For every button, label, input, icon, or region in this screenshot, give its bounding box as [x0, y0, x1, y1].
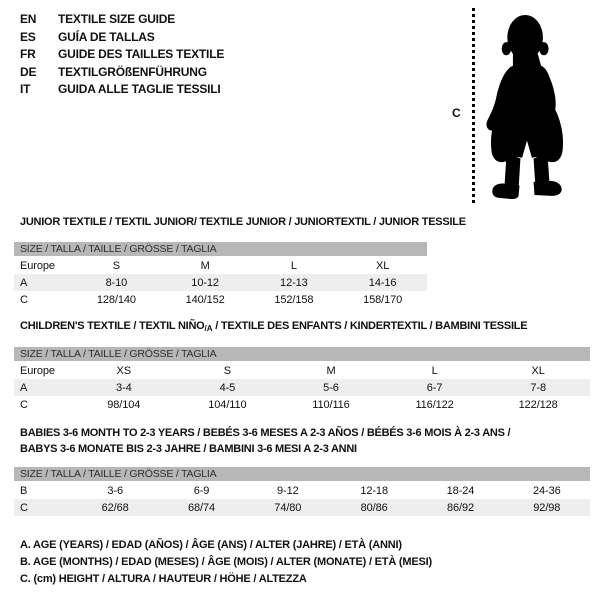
row-label: C: [20, 293, 28, 306]
language-row-it: [20, 82, 224, 100]
size-value-cell: L: [290, 259, 297, 272]
row-label: C: [20, 501, 28, 514]
size-value-cell: 62/68: [101, 501, 129, 514]
row-label: Europe: [20, 259, 55, 272]
language-row-de: [20, 65, 224, 83]
size-value-cell: 110/116: [312, 398, 350, 411]
size-table-body: [14, 257, 427, 308]
size-table-row-europe: [14, 362, 590, 379]
size-value-cell: 7-8: [530, 381, 546, 394]
babies-size-table: [14, 467, 590, 516]
size-header-bar: SIZE / TALLA / TAILLE / GRÖSSE / TAGLIA: [14, 347, 590, 361]
language-row-en: [20, 12, 224, 30]
language-code: EN: [20, 12, 37, 26]
row-label: A: [20, 276, 28, 289]
row-label: A: [20, 381, 28, 394]
footnote-age-months: B. AGE (MONTHS) / EDAD (MESES) / ÂGE (MOIS) / ALTER (MONATE) / ETÀ (MESI): [20, 556, 432, 568]
size-value-cell: 14-16: [368, 276, 397, 289]
guide-title-text: GUIDA ALLE TAGLIE TESSILI: [58, 82, 221, 96]
height-measure-label: C: [452, 106, 461, 120]
size-value-cell: 12-13: [280, 276, 308, 289]
section-babies-textile: [14, 425, 590, 516]
size-value-cell: 74/80: [274, 501, 302, 514]
size-value-cell: 86/92: [446, 501, 474, 514]
baby-silhouette-icon: [482, 4, 572, 204]
size-value-cell: XL: [531, 364, 545, 377]
size-value-cell: XL: [375, 259, 390, 272]
size-value-cell: 92/98: [533, 501, 561, 514]
language-row-es: [20, 30, 224, 48]
row-label: Europe: [20, 364, 55, 377]
size-table-row-a: [14, 379, 590, 396]
size-value-cell: 158/170: [363, 293, 403, 306]
size-value-cell: 6-9: [193, 484, 210, 497]
height-measure-dotted-line: [472, 8, 475, 206]
size-value-cell: L: [431, 364, 438, 377]
guide-title-text: GUÍA DE TALLAS: [58, 29, 155, 44]
size-value-cell: 5-6: [323, 381, 339, 394]
baby-ear: [539, 42, 548, 55]
size-value-cell: 9-12: [277, 484, 299, 497]
guide-title-text: TEXTILE SIZE GUIDE: [58, 12, 176, 26]
section-title-line-2: BABYS 3-6 MONATE BIS 2-3 JAHRE / BAMBINI 3-6 MESI A 2-3 ANNI: [20, 443, 357, 455]
size-value-cell: 8-10: [105, 276, 128, 289]
footnote-height-cm: C. (cm) HEIGHT / ALTURA / HAUTEUR / HÖHE / ALTEZZA: [20, 573, 307, 585]
size-value-cell: XS: [116, 364, 132, 377]
section-junior-textile: [14, 216, 466, 308]
section-title-text: / TEXTILE DES ENFANTS / KINDERTEXTIL / BAMBINI TESSILE: [212, 320, 528, 332]
size-value-cell: 10-12: [191, 276, 219, 289]
size-value-cell: 24-36: [532, 484, 561, 497]
section-title: [20, 216, 466, 229]
size-value-cell: 128/140: [96, 293, 136, 306]
size-value-cell: S: [223, 364, 232, 377]
row-label: B: [20, 484, 28, 497]
footnotes: [20, 537, 432, 588]
size-value-cell: 12-18: [360, 484, 388, 497]
baby-foot: [492, 184, 519, 200]
size-table-row-c: [14, 291, 427, 308]
size-table-row-a: [14, 274, 427, 291]
section-title-subscript: /A: [204, 324, 213, 333]
footnote-age-years: A. AGE (YEARS) / EDAD (AÑOS) / ÂGE (ANS) / ALTER (JAHRE) / ETÀ (ANNI): [20, 539, 402, 551]
language-code: ES: [20, 29, 36, 44]
size-value-cell: S: [112, 259, 120, 272]
section-children-textile: [14, 320, 590, 413]
guide-title-text: GUIDE DES TAILLES TEXTILE: [58, 47, 225, 61]
size-value-cell: 6-7: [426, 381, 443, 394]
size-value-cell: 68/74: [187, 501, 215, 514]
size-value-cell: 3-6: [107, 484, 123, 497]
size-value-cell: 98/104: [107, 398, 141, 411]
children-size-table: [14, 347, 590, 413]
size-table-row-c: [14, 396, 590, 413]
size-value-cell: M: [200, 259, 210, 272]
size-table-row-b: [14, 482, 590, 499]
size-header-bar: SIZE / TALLA / TAILLE / GRÖSSE / TAGLIA: [14, 467, 590, 481]
language-code: IT: [20, 82, 31, 96]
size-value-cell: 152/158: [274, 293, 314, 306]
language-code: DE: [20, 64, 37, 79]
baby-foot: [534, 181, 562, 196]
size-header-bar: SIZE / TALLA / TAILLE / GRÖSSE / TAGLIA: [14, 242, 427, 256]
section-title-line-1: BABIES 3-6 MONTH TO 2-3 YEARS / BEBÉS 3-6 MESES A 2-3 AÑOS / BÉBÉS 3-6 MOIS À 2-3 ANS /: [20, 427, 511, 439]
section-title-text: CHILDREN'S TEXTILE / TEXTIL NIÑO: [20, 320, 205, 332]
size-value-cell: 3-4: [115, 381, 132, 394]
language-row-fr: [20, 47, 224, 65]
size-table-body: [14, 482, 590, 516]
section-title-text: JUNIOR TEXTILE / TEXTIL JUNIOR/ TEXTILE JUNIOR / JUNIORTEXTIL / JUNIOR TESSILE: [20, 216, 466, 228]
guide-title-text: TEXTILGRÖßENFÜHRUNG: [58, 64, 207, 79]
section-title: [20, 425, 590, 457]
size-table-row-c: [14, 499, 590, 516]
size-table-row-europe: [14, 257, 427, 274]
size-value-cell: 116/122: [415, 398, 454, 411]
section-title: [20, 320, 590, 335]
size-value-cell: 122/128: [518, 398, 558, 411]
size-table-body: [14, 362, 590, 413]
size-value-cell: 4-5: [219, 381, 236, 394]
language-title-list: [20, 12, 224, 100]
size-value-cell: 80/86: [360, 501, 388, 514]
size-value-cell: 140/152: [185, 293, 225, 306]
baby-ear: [502, 42, 511, 55]
row-label: C: [20, 398, 28, 411]
size-value-cell: 18-24: [446, 484, 475, 497]
language-code: FR: [20, 47, 36, 61]
junior-size-table: [14, 242, 427, 308]
size-value-cell: 104/110: [208, 398, 247, 411]
size-value-cell: M: [326, 364, 336, 377]
